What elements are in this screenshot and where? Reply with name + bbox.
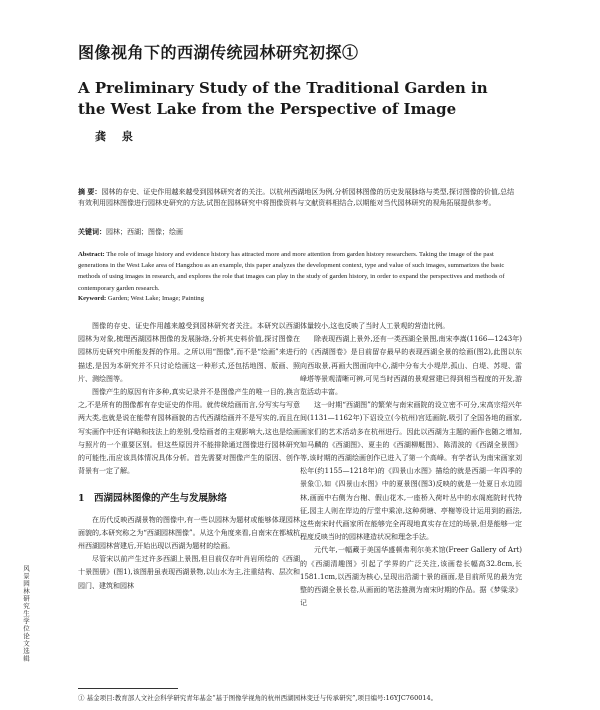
keywords-cn-text: 园林；西湖；图像；绘画 [106, 228, 183, 236]
footnote-divider [78, 688, 178, 689]
keywords-en-label: Keyword: [78, 295, 107, 302]
keywords-cn-label: 关键词： [78, 227, 106, 236]
body-paragraph: 这一时期“西湖图”的繁荣与南宋画院的设立密不可分,宋高宗绍兴年间(1131—1162年)下诏设立(今杭州)宫廷画院,吸引了全国各地的画家,画家们的艺术活动多在杭州进行。因此以西湖为主题的画作也随之增加,如马麟的《西湖图》、夏圭的《西湖柳艇图》、陈清波的《西湖全景图》等,该时期的西湖绘画创作已进入了第一个高峰。有学者认为南宋画家刘松年(约1155—1218年)的《四景山水图》描绘的就是西湖一年四季的景象①,如《四景山水图》中的夏景图(图3)反映的就是一处夏日水边园林,画面中右侧为台榭、假山花木,一座桥入荷叶丛中的水阁庭院时代特征,园主人则在岸边的厅堂中乘凉,这种荷塘、亭榭等设计运用到的画法,这些南宋时代画家所在能够完全再现地真实存在过的场景,但是能够一定程度反映当时的园林建造状况和理念手法。 [300, 401, 522, 542]
body-paragraph: 在历代反映西湖景物的图像中,有一些以园林为题材或能够体现园林面貌的,本研究称之为“西湖园林图像”。从这个角度来看,自南宋在都城杭州西湖园林营建后,开始出现以西湖为题材的绘画。 [78, 515, 300, 551]
paper-title-cn: 图像视角下的西湖传统园林研究初探① [78, 43, 359, 62]
body-paragraph: 元代年,一幅藏于美国华盛顿弗利尔美术馆(Freer Gallery of Art)的《西湖清趣图》引起了学界的广泛关注,该画卷长幅高32.8cm,长1581.1cm,以西湖为核心,呈现出沿湖十景的画面,是目前所见的最为完整的西湖全景长卷,从画面的笔法推测为南宋时期的作品。据《梦粱录》记 [300, 546, 522, 608]
keywords-en-text: Garden; West Lake; Image; Painting [107, 295, 204, 302]
body-paragraph: 除表现西湖上景外,还有一类西湖全景图,南宋李嵩(1166—1243年)的《西湖图卷》是目前留存最早的表现西湖全景的绘画(图2),此图以东向西取景,再画大图面向中心,湖中分布大小堤岸,孤山、白堤、苏堤、雷峰塔等景观清晰可辨,可见当时西湖的景观营建已得到相当程度的开发,游览活动丰富。 [300, 335, 522, 397]
body-column-right [300, 320, 522, 610]
abstract-en-label: Abstract: [78, 251, 105, 258]
body-paragraph: 尽管宋以前产生过许多西湖上景图,但目前仅存叶肖岩所绘的《西湖十景图册》(图1),该图册虽表现西湖景物,以山水为主,注重结构、层次和园门、建筑和园林 [78, 555, 300, 590]
abstract-cn-label: 摘 要： [78, 187, 102, 196]
keywords-en [78, 293, 520, 304]
footnote: ① 基金项目:教育部人文社会科学研究青年基金“基于图像学视角的杭州西湖园林变迁与传承研究”,项目编号:16YJC760014。 [78, 694, 438, 702]
paper-title-en: A Preliminary Study of the Traditional Garden in the West Lake from the Perspective of Image [78, 79, 488, 118]
keywords-cn [78, 226, 520, 238]
body-paragraph: 图像产生的原因有许多种,真实记录并不是图像产生的唯一目的,换言之,不是所有的图像都有存史证史的作用。就传统绘画而言,分写实与写意两大类,也就是说在能带有园林画貌的古代西湖绘画并不是写实的,而且在写实画作中还有详略和技法上的差别,受绘画者的主观影响大,这也是绘画与照片的一个重要区别。但这些原因并不能排除通过图像进行园林研究的可能性,而应该具体情况具体分析。首先需要对图像产生的原因、创作背景有一定了解。 [78, 388, 300, 476]
abstract-en-text: The role of image history and evidence history has attracted more and more attention from garden history researchers. Taking the image of the past generations in the West Lake area of Hangzhou as an example, this paper analyzes the development context, type and value of such images, summarizes the basic methods of using images in research, and explores the role that images can play in the study of garden history, in order to expand the perspectives and methods of contemporary garden research. [78, 251, 505, 292]
author-name: 龚 泉 [95, 130, 139, 143]
body-paragraph: 图像的存史、证史作用越来越受到园林研究者关注。本研究以西湖园林为对象,梳理西湖园林图像的发展脉络,分析其史料价值,探讨图像在园林历史研究中所能发挥的作用。之所以用“图像”,而不是“绘画”来进行描述,是因为本研究并不只讨论绘画这一种形式,还包括地图、版画、照片、测绘图等。 [78, 322, 300, 383]
journal-side-label: 风景园林研究生学位论文选辑 [22, 565, 30, 663]
section-number: 1 [78, 493, 85, 505]
abstract-en [78, 249, 520, 294]
abstract-cn [78, 186, 520, 209]
body-paragraph: 体量较小,这也反映了当时人工景观的营造比例。 [300, 322, 450, 330]
section-heading [78, 492, 300, 505]
abstract-cn-text: 园林的存史、证史作用越来越受到园林研究者的关注。以杭州西湖地区为例,分析园林图像的历史发展脉络与类型,探讨图像的价值,总结有效利用园林图像进行园林史研究的方法,试图在园林研究中将图像资料与文献资料相结合,以期能对当代园林研究的视角拓展提供参考。 [78, 188, 515, 207]
section-title: 西湖园林图像的产生与发展脉络 [94, 493, 228, 505]
body-column-left [78, 320, 300, 593]
